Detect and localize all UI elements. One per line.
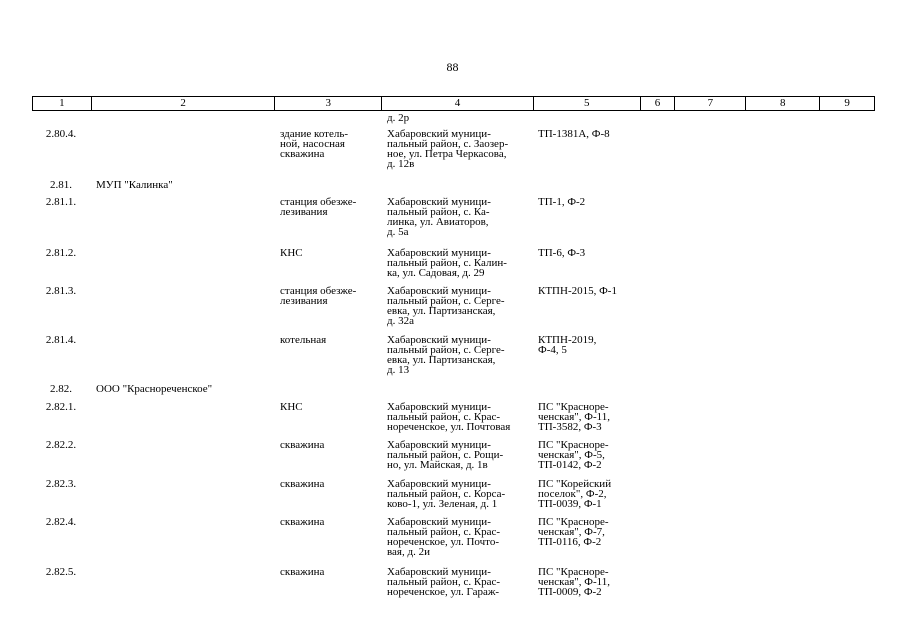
header-col-2: 2	[91, 97, 275, 110]
object-cell: станция обезже- лезивания	[280, 196, 357, 218]
row-number: 2.82.5.	[45, 566, 77, 578]
row-number: 2.82.1.	[45, 401, 77, 413]
power-source-cell: ПС "Красноре- ченская", Ф-7, ТП-0116, Ф-2	[538, 516, 609, 548]
address-cell: д. 2р	[387, 112, 410, 124]
header-col-7: 7	[674, 97, 745, 110]
object-cell: скважина	[280, 516, 325, 528]
power-source-cell: КТПН-2015, Ф-1	[538, 285, 617, 297]
address-cell: Хабаровский муници- пальный район, с. Крас- нореченское, ул. Гараж-	[387, 566, 501, 598]
header-col-6: 6	[640, 97, 675, 110]
header-col-9: 9	[819, 97, 874, 110]
object-cell: КНС	[280, 247, 303, 259]
row-number: 2.80.4.	[45, 128, 77, 140]
header-col-1: 1	[59, 97, 65, 109]
header-col-3: 3	[274, 97, 381, 110]
power-source-cell: ТП-6, Ф-3	[538, 247, 586, 259]
row-number: 2.82.3.	[45, 478, 77, 490]
row-number: 2.81.	[50, 179, 72, 191]
object-cell: котельная	[280, 334, 327, 346]
power-source-cell: ТП-1, Ф-2	[538, 196, 586, 208]
address-cell: Хабаровский муници- пальный район, с. Серге- евка, ул. Партизанская, д. 13	[387, 334, 505, 376]
row-number: 2.81.4.	[45, 334, 77, 346]
address-cell: Хабаровский муници- пальный район, с. Калин- ка, ул. Садовая, д. 29	[387, 247, 507, 279]
row-number: 2.82.	[50, 383, 72, 395]
row-number: 2.82.4.	[45, 516, 77, 528]
address-cell: Хабаровский муници- пальный район, с. Ка- линка, ул. Авиаторов, д. 5а	[387, 196, 491, 238]
address-cell: Хабаровский муници- пальный район, с. Серге- евка, ул. Партизанская, д. 32а	[387, 285, 505, 327]
header-col-4: 4	[381, 97, 533, 110]
object-cell: станция обезже- лезивания	[280, 285, 357, 307]
object-cell: КНС	[280, 401, 303, 413]
object-cell: скважина	[280, 478, 325, 490]
power-source-cell: ПС "Красноре- ченская", Ф-5, ТП-0142, Ф-2	[538, 439, 609, 471]
header-col-5: 5	[533, 97, 640, 110]
power-source-cell: ТП-1381А, Ф-8	[538, 128, 610, 140]
row-number: 2.82.2.	[45, 439, 77, 451]
address-cell: Хабаровский муници- пальный район, с. Заозер- ное, ул. Петра Черкасова, д. 12в	[387, 128, 509, 170]
address-cell: Хабаровский муници- пальный район, с. Корса- ково-1, ул. Зеленая, д. 1	[387, 478, 506, 510]
power-source-cell: ПС "Корейский поселок", Ф-2, ТП-0039, Ф-1	[538, 478, 612, 510]
object-cell: здание котель- ной, насосная скважина	[280, 128, 349, 160]
power-source-cell: ПС "Красноре- ченская", Ф-11, ТП-3582, Ф-3	[538, 401, 610, 433]
object-cell: скважина	[280, 566, 325, 578]
address-cell: Хабаровский муници- пальный район, с. Рощи- но, ул. Майская, д. 1в	[387, 439, 504, 471]
row-number: 2.81.3.	[45, 285, 77, 297]
row-number: 2.81.1.	[45, 196, 77, 208]
organization-cell: МУП "Калинка"	[96, 179, 173, 191]
object-cell: скважина	[280, 439, 325, 451]
table-header	[32, 96, 875, 111]
header-col-8: 8	[745, 97, 819, 110]
row-number: 2.81.2.	[45, 247, 77, 259]
address-cell: Хабаровский муници- пальный район, с. Крас- нореченское, ул. Почтовая	[387, 401, 511, 433]
power-source-cell: ПС "Красноре- ченская", Ф-11, ТП-0009, Ф-2	[538, 566, 610, 598]
organization-cell: ООО "Краснореченское"	[96, 383, 213, 395]
address-cell: Хабаровский муници- пальный район, с. Крас- нореченское, ул. Почто- вая, д. 2и	[387, 516, 501, 558]
page-number: 88	[446, 60, 459, 74]
power-source-cell: КТПН-2019, Ф-4, 5	[538, 334, 597, 356]
